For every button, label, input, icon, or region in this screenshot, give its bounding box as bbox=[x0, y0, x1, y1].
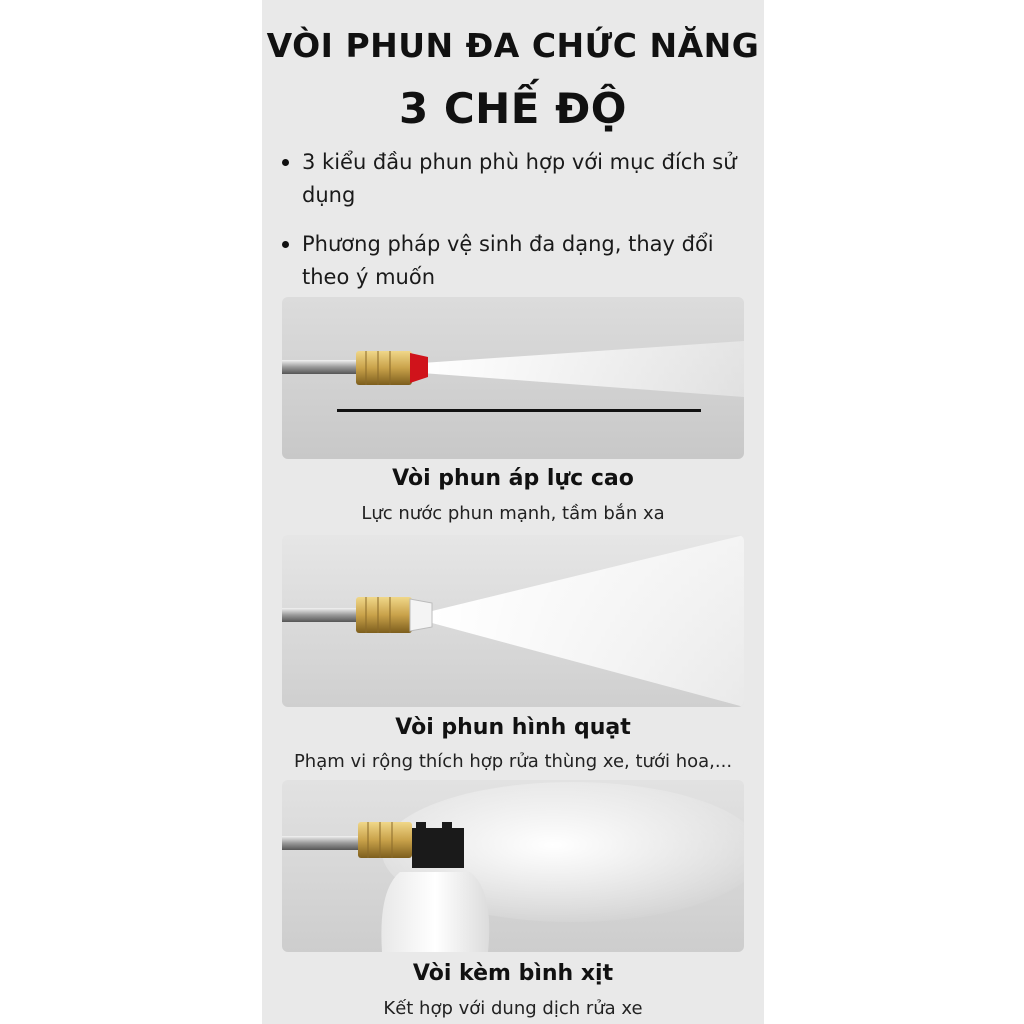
mode-title: Vòi kèm bình xịt bbox=[412, 961, 614, 986]
wand-rod bbox=[282, 360, 358, 374]
mode-description: Kết hợp với dung dịch rửa xe bbox=[383, 998, 643, 1019]
high-pressure-nozzle-photo bbox=[282, 297, 744, 459]
wand-rod bbox=[282, 836, 358, 850]
mode-description: Phạm vi rộng thích hợp rửa thùng xe, tưới hoa,... bbox=[293, 751, 733, 772]
main-title: VÒI PHUN ĐA CHỨC NĂNG bbox=[266, 26, 760, 65]
divider-line bbox=[337, 409, 701, 412]
high-pressure-nozzle-image bbox=[282, 297, 744, 459]
mode-title: Vòi phun áp lực cao bbox=[392, 466, 634, 491]
mode-description: Lực nước phun mạnh, tầm bắn xa bbox=[361, 503, 665, 524]
brass-connector bbox=[358, 822, 412, 858]
black-foam-head bbox=[412, 822, 464, 868]
white-nozzle-tip bbox=[410, 599, 432, 631]
foam-bottle-nozzle-photo bbox=[282, 780, 744, 952]
foam-bottle-nozzle-image bbox=[282, 780, 744, 952]
brass-connector bbox=[356, 597, 412, 633]
bullet-icon bbox=[282, 241, 289, 248]
modes-count-title: 3 CHẾ ĐỘ bbox=[398, 84, 628, 133]
feature-item bbox=[282, 146, 752, 212]
feature-text: 3 kiểu đầu phun phù hợp với mục đích sử dụng bbox=[302, 150, 737, 207]
fan-nozzle-image bbox=[282, 535, 744, 707]
foam-bottle bbox=[381, 872, 489, 952]
product-info-panel bbox=[262, 0, 764, 1024]
feature-text: Phương pháp vệ sinh đa dạng, thay đổi theo ý muốn bbox=[302, 232, 714, 289]
brass-connector bbox=[356, 351, 412, 385]
mode-title: Vòi phun hình quạt bbox=[395, 715, 631, 740]
bullet-icon bbox=[282, 159, 289, 166]
feature-list bbox=[282, 146, 752, 310]
fan-nozzle-photo bbox=[282, 535, 744, 707]
wand-rod bbox=[282, 608, 358, 622]
feature-item bbox=[282, 228, 752, 294]
